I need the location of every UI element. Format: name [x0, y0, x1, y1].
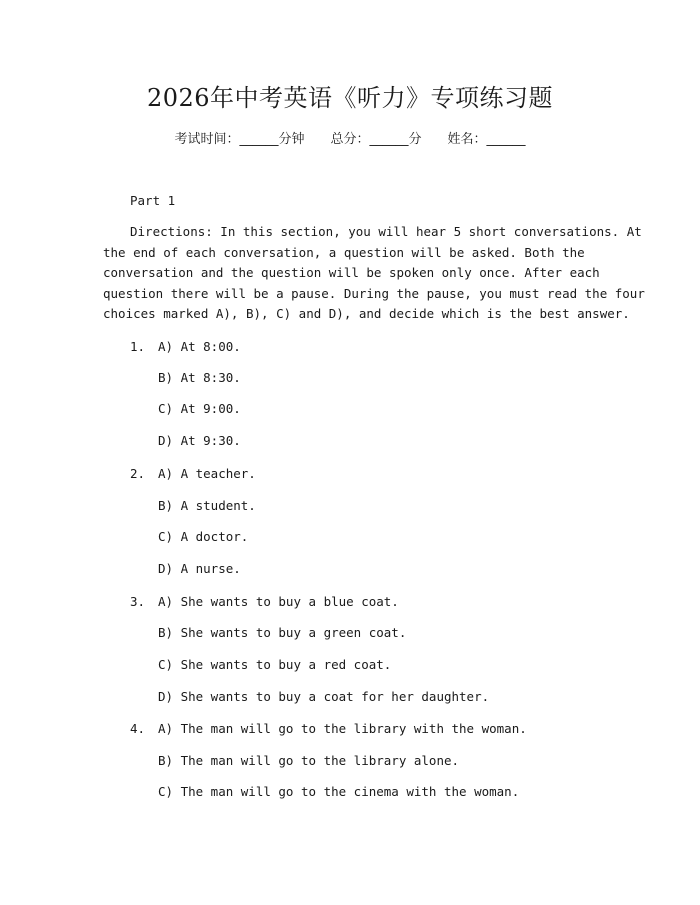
option-c: C) A doctor. — [158, 529, 249, 544]
exam-meta — [0, 130, 700, 150]
directions-line: choices marked A), B), C) and D), and decide which is the best answer. — [103, 306, 630, 321]
question-number: 3. — [130, 594, 146, 609]
question-number: 1. — [130, 339, 146, 354]
option-a: A) At 8:00. — [158, 339, 241, 354]
option-d: D) She wants to buy a coat for her daughter. — [158, 689, 490, 704]
option-b: B) At 8:30. — [158, 370, 241, 385]
option-b: B) She wants to buy a green coat. — [158, 625, 407, 640]
option-b: B) A student. — [158, 498, 256, 513]
option-a: A) A teacher. — [158, 466, 256, 481]
question-number: 2. — [130, 466, 146, 481]
option-d: D) At 9:30. — [158, 433, 241, 448]
directions-line: question there will be a pause. During the pause, you must read the four — [103, 285, 645, 301]
directions-line: Directions: In this section, you will hear 5 short conversations. At — [130, 224, 642, 239]
directions-line: the end of each conversation, a question will be asked. Both the — [103, 244, 585, 260]
part-heading: Part 1 — [130, 193, 176, 208]
directions-paragraph — [103, 222, 645, 325]
page-title: 2026年中考英语《听力》专项练习题 — [146, 84, 554, 112]
time-field: 考试时间：______分钟 — [174, 132, 305, 147]
name-field: 姓名：______ — [447, 132, 526, 147]
score-field: 总分：______分 — [330, 132, 422, 147]
option-d: D) A nurse. — [158, 561, 241, 576]
option-c: C) At 9:00. — [158, 401, 241, 416]
option-a: A) The man will go to the library with the woman. — [158, 721, 527, 736]
option-a: A) She wants to buy a blue coat. — [158, 594, 399, 609]
option-b: B) The man will go to the library alone. — [158, 753, 460, 768]
option-c: C) She wants to buy a red coat. — [158, 657, 392, 672]
option-c: C) The man will go to the cinema with the woman. — [158, 784, 520, 799]
question-number: 4. — [130, 721, 146, 736]
directions-line: conversation and the question will be spoken only once. After each — [103, 265, 600, 280]
